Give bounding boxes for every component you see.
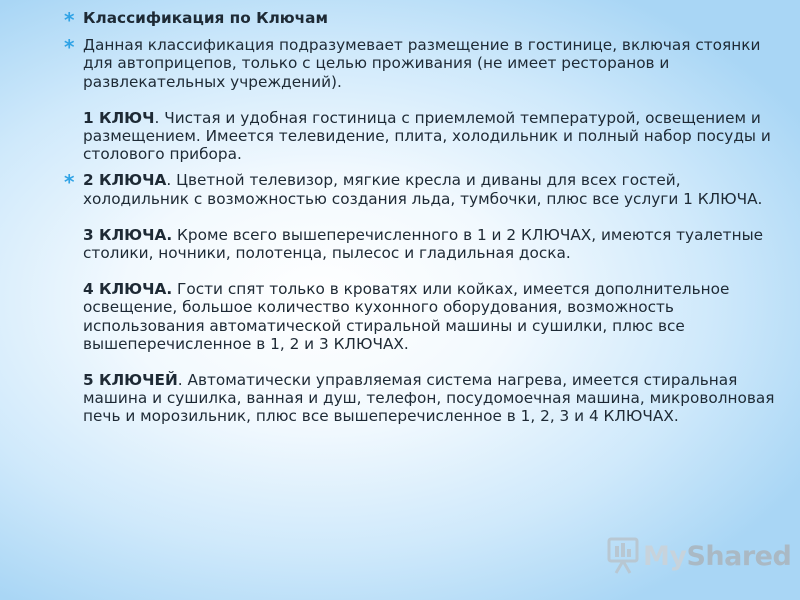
key4-text: Гости спят только в кроватях или койках, имеется дополнительное освещение, большое количество кухонного оборудования, возможность использования автоматической стиральной машины и сушилки, плюс все вышеперечисленное в 1, 2 и 3 КЛЮЧАХ. xyxy=(83,280,730,353)
key3-label: 3 КЛЮЧА. xyxy=(83,225,173,244)
key3-text: Кроме всего вышеперечисленного в 1 и 2 КЛЮЧАХ, имеются туалетные столики, ночники, полотенца, пылесос и гладильная доска. xyxy=(83,225,764,263)
key2-text: . Цветной телевизор, мягкие кресла и диваны для всех гостей, холодильник с возможностью создания льда, тумбочки, плюс все услуги 1 КЛЮЧА. xyxy=(83,171,763,208)
bullet-star-icon: * xyxy=(64,170,75,195)
bullet-keys xyxy=(64,171,779,425)
key1-paragraph xyxy=(83,109,779,164)
key4-label: 4 КЛЮЧА. xyxy=(83,280,173,299)
key1-label: 1 КЛЮЧ xyxy=(83,108,155,127)
bullet-intro xyxy=(64,36,779,163)
key3-paragraph xyxy=(83,226,779,262)
myshared-logo xyxy=(607,537,791,575)
bullet-star-icon: * xyxy=(64,35,75,60)
key5-text: . Автоматически управляемая система нагрева, имеется стиральная машина и сушилка, ванная и душ, телефон, посудомоечная машина, микроволновая печь и морозильник, плюс все вышеперечисленное в 1, 2, 3 и 4 КЛЮЧАХ. xyxy=(83,371,775,426)
key1-text: . Чистая и удобная гостиница с приемлемой температурой, освещением и размещением. Имеется телевидение, плита, холодильник и полный набор посуды и столового прибора. xyxy=(83,108,771,164)
key5-paragraph xyxy=(83,371,779,426)
key2-paragraph xyxy=(83,171,779,207)
presentation-board-icon xyxy=(607,537,639,575)
slide-content xyxy=(64,9,779,426)
key5-label: 5 КЛЮЧЕЙ xyxy=(83,371,178,390)
intro-paragraph: Данная классификация подразумевает размещение в гостинице, включая стоянки для автоприцепов, только с целью проживания (не имеет ресторанов и развлекательных учреждений). xyxy=(83,36,761,91)
bullet-star-icon: * xyxy=(64,8,75,32)
bullet-title xyxy=(64,8,779,32)
slide-title: Классификация по Ключам xyxy=(83,9,328,27)
logo-text: MyShared xyxy=(643,540,792,572)
key2-label: 2 КЛЮЧА xyxy=(83,171,167,190)
key4-paragraph xyxy=(83,280,779,353)
